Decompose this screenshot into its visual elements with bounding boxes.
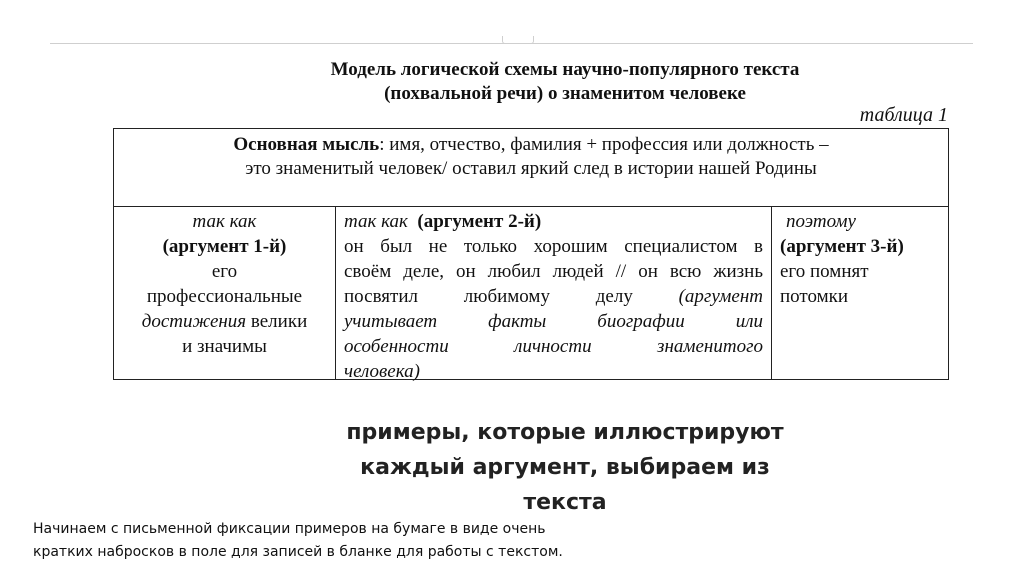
arg1-line-1: его (211, 261, 238, 282)
heading-line-2: каждый аргумент, выбираем из (360, 455, 770, 480)
title-line-2: (похвальной речи) о знаменитом человеке (384, 83, 746, 104)
arg2-label: (аргумент 2-й) (417, 211, 542, 232)
argument-3-cell (772, 207, 948, 380)
arg2-line-2: своём деле, он любил людей // он всю жизнь (344, 261, 763, 282)
arg1-connector: так как (192, 211, 257, 232)
arg2-line-3-plain: посвятил любимому делу (344, 286, 679, 307)
arg2-connector: так как (344, 211, 408, 232)
logic-table (113, 128, 949, 380)
arg2-line-6: человека) (344, 361, 420, 382)
arg2-line-3-italic: (аргумент (678, 286, 763, 307)
arg3-line-2: потомки (780, 286, 849, 307)
arg3-connector: поэтому (786, 211, 856, 232)
document-title (200, 58, 930, 106)
title-line-1: Модель логической схемы научно-популярного текста (330, 59, 800, 80)
note-line-2: кратких набросков в поле для записей в бланке для работы с текстом. (33, 544, 563, 560)
argument-2-cell (336, 207, 772, 380)
main-idea-text-2: это знаменитый человек/ оставил яркий след в истории нашей Родины (245, 158, 817, 179)
heading-line-1: примеры, которые иллюстрируют (346, 420, 784, 445)
argument-1-cell (114, 207, 336, 380)
arg1-line-4: и значимы (182, 336, 267, 357)
note-line-1: Начинаем с письменной фиксации примеров на бумаге в виде очень (33, 521, 546, 537)
table-label: таблица 1 (859, 104, 948, 126)
main-idea-cell (114, 129, 948, 207)
heading-line-3: текста (523, 490, 607, 515)
examples-heading (330, 415, 800, 520)
main-idea-label: Основная мысль (233, 134, 380, 155)
arg2-line-5: особенности личности знаменитого (344, 336, 763, 357)
arg1-line-3-rest: велики (246, 311, 308, 332)
arg3-label: (аргумент 3-й) (780, 236, 904, 257)
arg1-line-2: профессиональные (146, 286, 303, 307)
arg2-line-1: он был не только хорошим специалистом в (344, 236, 763, 257)
arg1-line-3-italic: достижения (141, 311, 247, 332)
main-idea-text-1: : имя, отчество, фамилия + профессия или должность – (379, 134, 829, 155)
arg3-line-1: его помнят (780, 261, 869, 282)
top-tab (502, 36, 534, 44)
instruction-note (33, 518, 633, 564)
arg2-line-4: учитывает факты биографии или (344, 311, 763, 332)
arg1-label: (аргумент 1-й) (162, 236, 287, 257)
